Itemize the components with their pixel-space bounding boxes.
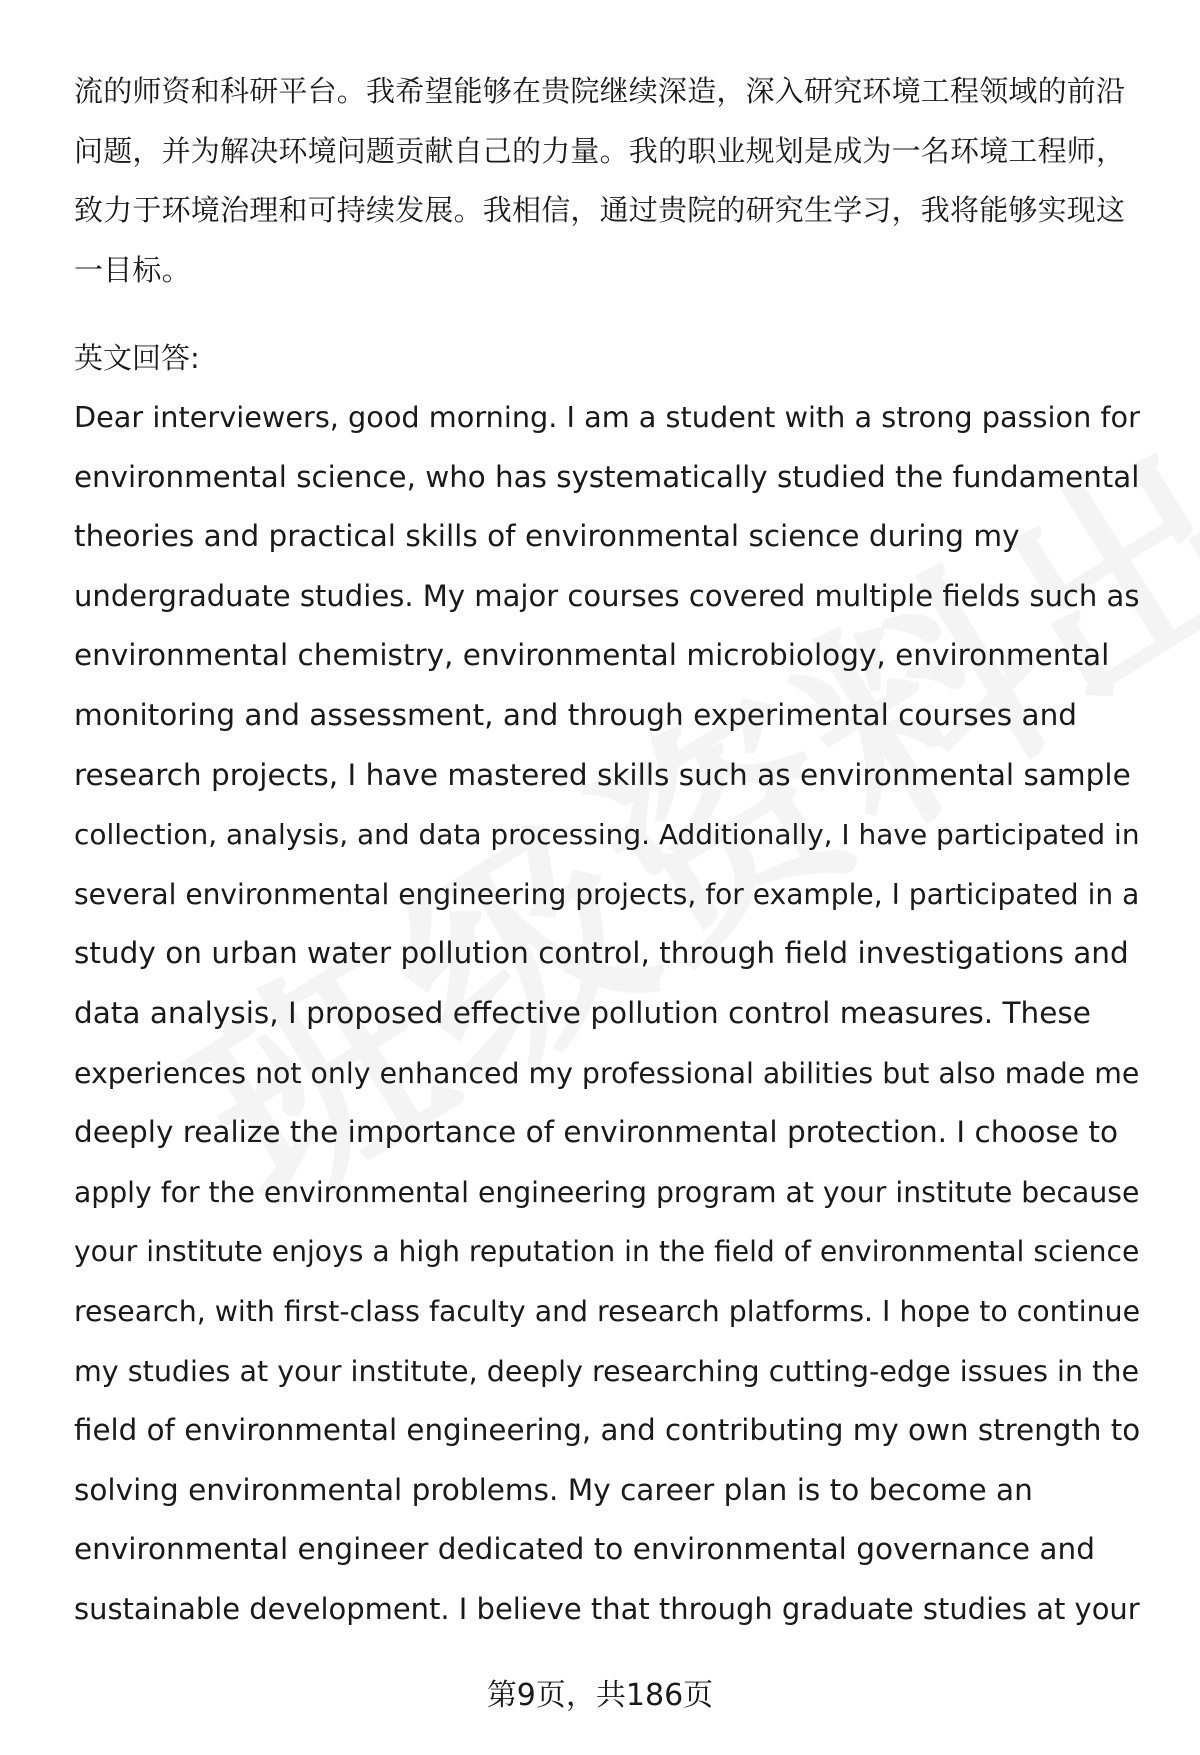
text-line: research, with first-class faculty and research platforms. I hope to continue [74,1294,1141,1328]
text-line: 一目标。 [74,252,191,287]
text-line: sustainable development. I believe that through graduate studies at your [74,1591,1140,1626]
text-line: solving environmental problems. My career plan is to become an [74,1472,1033,1507]
text-line: monitoring and assessment, and through experimental courses and [74,697,1078,732]
text-line: data analysis, I proposed effective pollution control measures. These [74,995,1091,1030]
text-line: collection, analysis, and data processing. Additionally, I have participated in [74,818,1140,852]
text-line: theories and practical skills of environmental science during my [74,519,1020,554]
text-line: environmental engineer dedicated to environmental governance and [74,1532,1095,1567]
text-line: deeply realize the importance of environmental protection. I choose to [74,1115,1118,1150]
text-line: experiences not only enhanced my professional abilities but also made me [74,1056,1140,1090]
text-line: 致力于环境治理和可持续发展。我相信，通过贵院的研究生学习，我将能够实现这 [74,193,1126,227]
text-line: 问题，并为解决环境问题贡献自己的力量。我的职业规划是成为一名环境工程师， [74,133,1126,168]
english-answer-paragraph [74,388,1154,1639]
document-body [74,62,1154,1639]
english-answer-label: 英文回答: [74,341,200,375]
text-line: research projects, I have mastered skills such as environmental sample [74,757,1131,792]
text-line: 流的师资和科研平台。我希望能够在贵院继续深造，深入研究环境工程领域的前沿 [74,74,1126,108]
chinese-answer-paragraph [74,62,1154,300]
page-number-footer: 第9页，共186页 [486,1678,714,1713]
text-line: apply for the environmental engineering program at your institute because [74,1175,1140,1209]
text-line: Dear interviewers, good morning. I am a student with a strong passion for [74,400,1140,434]
text-line: field of environmental engineering, and contributing my own strength to [74,1413,1141,1448]
text-line: environmental science, who has systematically studied the fundamental [74,459,1140,494]
text-line: undergraduate studies. My major courses covered multiple fields such as [74,578,1140,613]
text-line: my studies at your institute, deeply researching cutting-edge issues in the [74,1353,1140,1388]
text-line: study on urban water pollution control, through field investigations and [74,936,1129,971]
text-line: several environmental engineering projects, for example, I participated in a [74,877,1140,911]
text-line: environmental chemistry, environmental microbiology, environmental [74,638,1110,673]
text-line: your institute enjoys a high reputation in the field of environmental science [74,1235,1140,1269]
